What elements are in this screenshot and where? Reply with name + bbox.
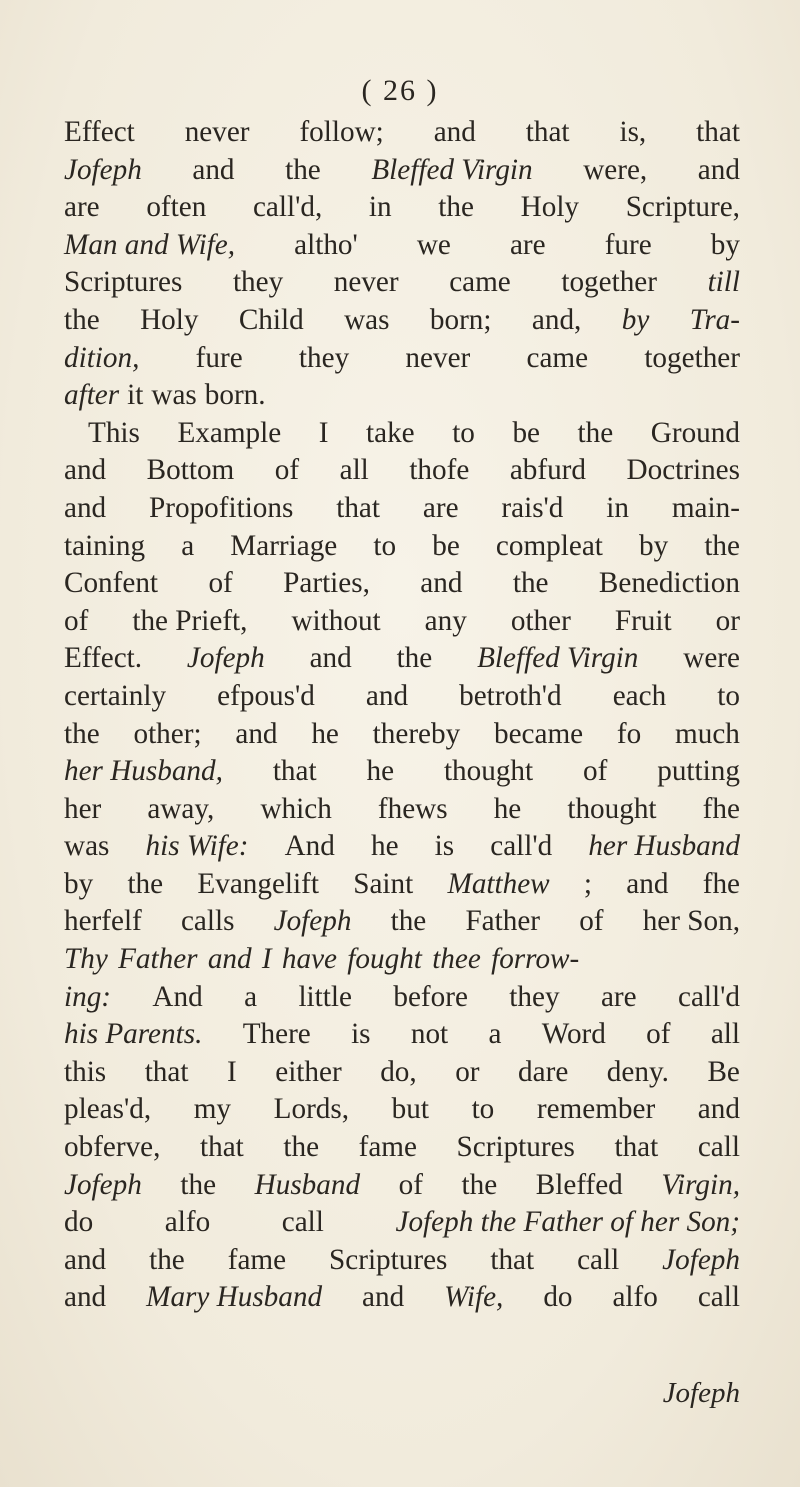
word: Jofeph — [186, 642, 265, 675]
word: that — [272, 755, 317, 788]
word: and — [64, 454, 107, 487]
word: born; — [429, 303, 492, 336]
text-line — [64, 1016, 740, 1054]
word: it — [127, 379, 144, 412]
word: Scriptures — [456, 1131, 575, 1164]
word: of — [579, 905, 604, 938]
word: he — [370, 830, 399, 863]
word: in — [368, 191, 392, 224]
word: And — [152, 980, 203, 1013]
word: not — [410, 1018, 449, 1051]
word: This — [88, 416, 140, 449]
word: efpous'd — [217, 679, 315, 712]
word: altho' — [294, 228, 358, 261]
word: Marriage — [230, 529, 338, 562]
word: of — [208, 567, 233, 600]
word: Lords, — [273, 1093, 350, 1126]
word: and — [64, 1281, 107, 1314]
word: Mary Husband — [146, 1281, 323, 1314]
word: are — [64, 191, 100, 224]
word: deny. — [606, 1055, 669, 1088]
word: her — [64, 792, 102, 825]
text-line — [64, 302, 740, 340]
word: fure — [195, 341, 243, 374]
word: Tra- — [689, 303, 740, 336]
word: he — [366, 755, 395, 788]
word: Jofeph — [64, 1168, 142, 1201]
word: Child — [238, 303, 304, 336]
word: Saint — [353, 867, 414, 900]
word: be — [512, 416, 540, 449]
word: Example — [177, 416, 282, 449]
word: is — [351, 1018, 371, 1051]
word: call'd, — [252, 191, 323, 224]
word: he — [311, 717, 339, 750]
word: Effect. — [64, 642, 143, 675]
word: the — [438, 191, 474, 224]
word: Effect — [64, 116, 135, 148]
word: Jofeph — [662, 1243, 740, 1276]
word: was — [344, 303, 390, 336]
word: call'd — [677, 980, 740, 1013]
word: Scriptures — [64, 266, 183, 299]
word: the — [64, 717, 100, 750]
word: of — [64, 604, 89, 637]
word: her Husband — [588, 830, 740, 863]
word: and — [192, 153, 235, 186]
word: Be — [707, 1055, 740, 1088]
word: Confent — [64, 567, 159, 600]
word: the — [127, 867, 164, 900]
word: without — [291, 604, 381, 637]
word: Doctrines — [626, 454, 740, 487]
word: and, — [531, 303, 582, 336]
word: came — [449, 266, 511, 299]
word: a — [488, 1018, 502, 1051]
word: I — [318, 416, 329, 449]
word: dition, — [64, 341, 140, 374]
word: of — [398, 1168, 423, 1201]
word: never — [333, 266, 399, 299]
word: or — [455, 1055, 480, 1088]
word: do — [543, 1281, 573, 1314]
word: they — [509, 980, 560, 1013]
word: her Husband, — [64, 755, 223, 788]
word: that — [490, 1243, 535, 1276]
word: but — [391, 1093, 429, 1126]
word: is, — [619, 116, 647, 148]
word: and — [697, 1093, 740, 1126]
word: are — [422, 491, 459, 524]
word: came — [526, 341, 589, 374]
text-line — [64, 1204, 740, 1242]
word: to — [471, 1093, 495, 1126]
word: and — [64, 1243, 107, 1276]
text-line — [64, 716, 740, 754]
text-line — [64, 1129, 740, 1167]
word: Bleffed — [535, 1168, 623, 1201]
text-line — [64, 791, 740, 829]
word: that — [336, 491, 381, 524]
word: Bottom — [146, 454, 235, 487]
page-number-header: ( 26 ) — [361, 74, 439, 107]
word: call — [697, 1131, 740, 1164]
word: her Son, — [642, 905, 740, 938]
word: all — [710, 1018, 740, 1051]
word: that — [525, 116, 570, 148]
word: other; — [133, 717, 202, 750]
text-line — [64, 1167, 740, 1205]
word: thofe — [409, 454, 470, 487]
word: thought — [443, 755, 534, 788]
word: that — [614, 1131, 659, 1164]
word: of — [646, 1018, 671, 1051]
word: main- — [671, 491, 740, 524]
text-line — [64, 603, 740, 641]
word: Ground — [650, 416, 740, 449]
word: by — [64, 867, 94, 900]
word: remember — [536, 1093, 656, 1126]
word: fo — [616, 717, 642, 750]
word: often — [146, 191, 207, 224]
word: Man and Wife, — [64, 228, 236, 261]
word: certainly — [64, 679, 167, 712]
text-line — [64, 528, 740, 566]
word: a — [181, 529, 195, 562]
word: ing: — [64, 980, 112, 1013]
word: Evangelift — [197, 867, 319, 900]
text-line — [64, 415, 740, 453]
word: Benediction — [598, 567, 740, 600]
word: any — [424, 604, 467, 637]
word: are — [509, 228, 546, 261]
word: of — [274, 454, 300, 487]
word: call — [577, 1243, 620, 1276]
word: herfelf — [64, 905, 142, 938]
word: call — [697, 1281, 740, 1314]
word: by — [710, 228, 740, 261]
word: be — [432, 529, 460, 562]
word: call — [281, 1206, 324, 1239]
word: were — [683, 642, 740, 675]
text-line — [64, 828, 740, 866]
word: of — [583, 755, 608, 788]
word: together — [644, 341, 740, 374]
word: Bleffed Virgin — [371, 153, 533, 186]
text-line — [64, 152, 740, 190]
word: Jofeph — [64, 153, 142, 186]
word: alfo — [612, 1281, 658, 1314]
word: the — [390, 905, 427, 938]
word: the Prieft, — [132, 604, 248, 637]
word: all — [339, 454, 369, 487]
word: away, — [147, 792, 215, 825]
word: the — [461, 1168, 498, 1201]
text-line — [64, 1054, 740, 1092]
text-line — [64, 979, 740, 1017]
word: Parties, — [283, 567, 370, 600]
word: There — [242, 1018, 311, 1051]
text-line — [64, 565, 740, 603]
word: the — [283, 1131, 320, 1164]
word: Holy — [520, 191, 580, 224]
word: dare — [518, 1055, 569, 1088]
text-line — [64, 114, 740, 152]
word: fame — [227, 1243, 287, 1276]
word: Husband — [254, 1168, 361, 1201]
word: the — [512, 567, 549, 600]
word: are — [600, 980, 637, 1013]
word: Bleffed Virgin — [477, 642, 639, 675]
word: And — [284, 830, 335, 863]
word: fame — [358, 1131, 417, 1164]
word: I — [226, 1055, 237, 1088]
word: that — [200, 1131, 244, 1164]
word: the — [180, 1168, 217, 1201]
text-line — [64, 340, 740, 378]
word: were, — [583, 153, 648, 186]
text-line — [64, 753, 740, 791]
text-line — [64, 1242, 740, 1280]
word: that — [144, 1055, 189, 1088]
word: each — [612, 679, 667, 712]
text-line — [64, 866, 740, 904]
word: fure — [604, 228, 652, 261]
word: do, — [380, 1055, 417, 1088]
word: taining — [64, 529, 146, 562]
word: and — [420, 567, 463, 600]
word: to — [717, 679, 740, 712]
text-line — [64, 640, 740, 678]
word: this — [64, 1055, 107, 1088]
word: the — [64, 303, 100, 336]
word: to — [452, 416, 475, 449]
word: a — [244, 980, 258, 1013]
word: Jofeph — [273, 905, 352, 938]
word: alfo — [164, 1206, 211, 1239]
word: never — [405, 341, 471, 374]
word: by — [621, 303, 650, 336]
word: thereby — [372, 717, 461, 750]
text-line — [64, 1091, 740, 1129]
text-line — [64, 189, 740, 227]
text-line — [64, 227, 740, 265]
text-line — [64, 377, 740, 415]
word: and — [365, 679, 409, 712]
word: and — [309, 642, 352, 675]
word: the — [577, 416, 614, 449]
text-line — [64, 1279, 740, 1317]
word: they — [298, 341, 350, 374]
word: Thy Father and I have fought thee forrow- — [64, 943, 580, 976]
word: the — [704, 529, 740, 562]
word: betroth'd — [459, 679, 562, 712]
word: either — [275, 1055, 342, 1088]
word: Word — [541, 1018, 606, 1051]
body-text — [64, 114, 740, 1317]
word: Matthew — [447, 867, 550, 900]
word: much — [675, 717, 740, 750]
word: calls — [180, 905, 235, 938]
word: Virgin, — [661, 1168, 740, 1201]
word: was — [64, 830, 110, 863]
word: putting — [657, 755, 740, 788]
word: Jofeph the Father of her Son; — [395, 1206, 740, 1239]
word: Holy — [140, 303, 199, 336]
word: take — [366, 416, 415, 449]
text-line — [64, 264, 740, 302]
word: they — [232, 266, 284, 299]
word: the — [149, 1243, 185, 1276]
word: other — [510, 604, 571, 637]
text-line — [64, 490, 740, 528]
word: ; — [583, 867, 593, 900]
word: Propofitions — [149, 491, 294, 524]
word: fhe — [702, 867, 740, 900]
word: and — [433, 116, 476, 148]
word: compleat — [495, 529, 603, 562]
word: which — [260, 792, 332, 825]
word: call'd — [490, 830, 553, 863]
word: fhews — [377, 792, 448, 825]
word: his Wife: — [145, 830, 249, 863]
word: to — [373, 529, 397, 562]
word: after — [64, 379, 120, 412]
word: and — [697, 153, 740, 186]
word: never — [184, 116, 250, 148]
word: till — [707, 266, 740, 299]
word: that — [696, 116, 740, 148]
word: in — [606, 491, 629, 524]
word: his Parents. — [64, 1018, 203, 1051]
word: obferve, — [64, 1131, 161, 1164]
text-line — [64, 678, 740, 716]
text-line — [64, 903, 740, 941]
word: and — [626, 867, 669, 900]
word: became — [494, 717, 584, 750]
word: Father — [465, 905, 541, 938]
word: Fruit — [614, 604, 672, 637]
word: born. — [204, 379, 266, 412]
word: by — [639, 529, 669, 562]
word: pleas'd, — [64, 1093, 152, 1126]
word: he — [493, 792, 522, 825]
word: follow; — [299, 116, 384, 148]
word: Scripture, — [625, 191, 740, 224]
word: Scriptures — [329, 1243, 448, 1276]
word: my — [193, 1093, 232, 1126]
word: little — [298, 980, 352, 1013]
word: the — [285, 153, 321, 186]
word: together — [561, 266, 657, 299]
catchword: Jofeph — [662, 1377, 740, 1409]
text-line — [64, 452, 740, 490]
word: Wife, — [444, 1281, 504, 1314]
word: rais'd — [501, 491, 564, 524]
word: thought — [567, 792, 657, 825]
word: do — [64, 1206, 94, 1239]
word: and — [362, 1281, 405, 1314]
word: or — [715, 604, 740, 637]
word: before — [393, 980, 468, 1013]
word: was — [151, 379, 197, 412]
word: abfurd — [509, 454, 586, 487]
word: and — [235, 717, 278, 750]
word: is — [434, 830, 455, 863]
word: fhe — [702, 792, 740, 825]
text-line — [64, 941, 740, 979]
word: and — [64, 491, 107, 524]
word: the — [396, 642, 433, 675]
word: we — [416, 228, 451, 261]
